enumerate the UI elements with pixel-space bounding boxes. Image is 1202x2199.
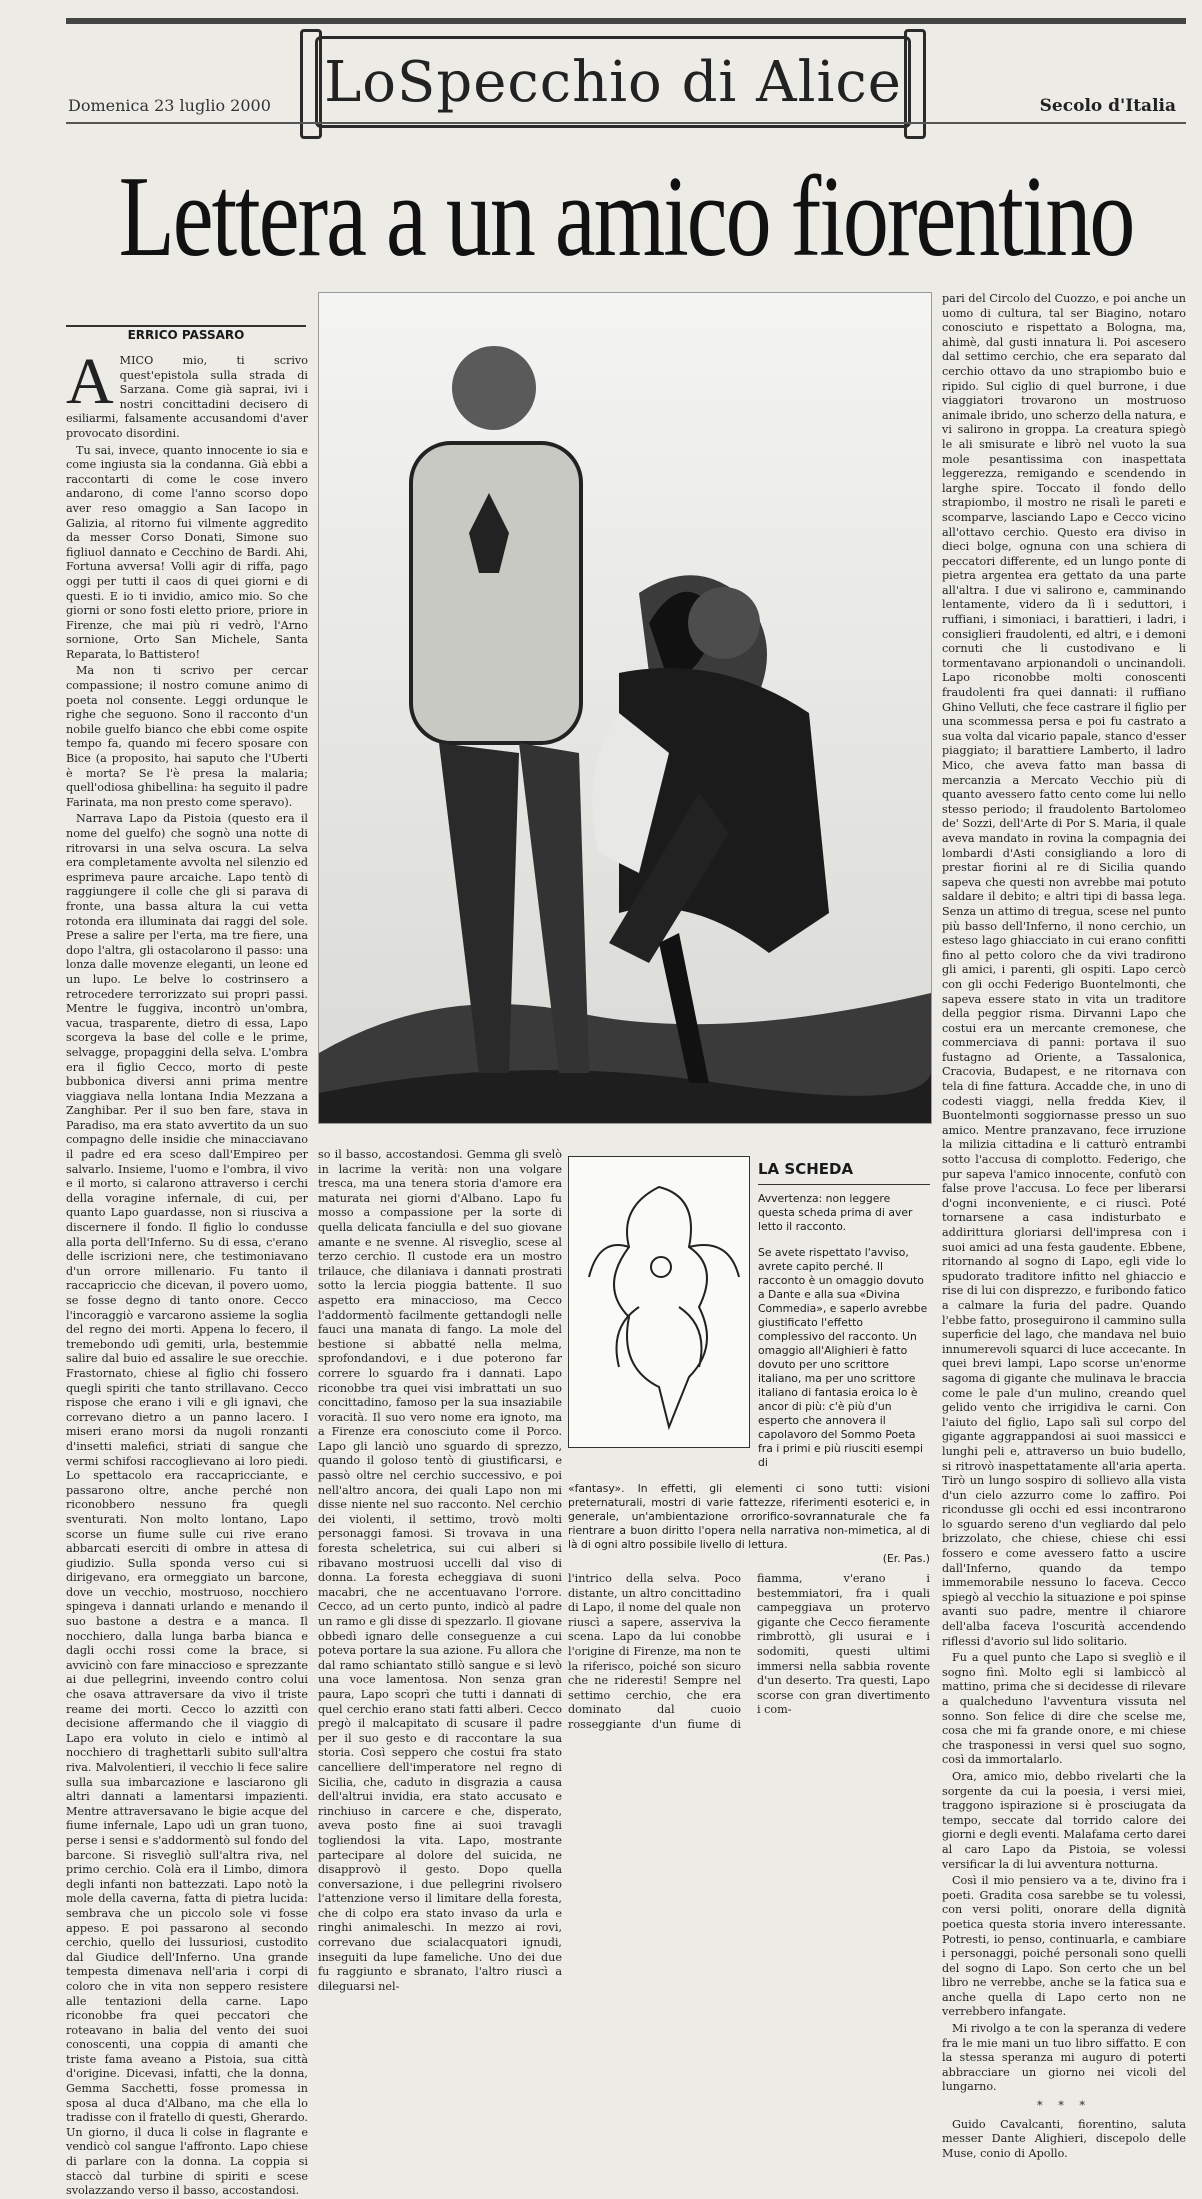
top-rule [66,18,1186,24]
paragraph: Narrava Lapo da Pistoia (questo era il nome del guelfo) che sognò una notte di ritrovarsi in una selva oscura. La selva era completamente avvolta nel silenzio ed esprimeva paure arcaiche. Lapo tentò di raggiungere il colle che gli si parava di fronte, una bassa altura la cui vetta rotonda era illuminata dai raggi del sole. Prese a salire per l'erta, ma tre fiere, una dopo l'altra, gli ostacolarono il passo: una lonza dalle movenze eleganti, un leone ed un lupo. Le belve lo costrinsero a retrocedere terrorizzato sui propri passi. Mentre le fuggiva, incontrò un'ombra, vacua, trasparente, dietro di essa, Lapo scorgeva la base del colle e le prime, selvagge, propaggini della selva. L'ombra era il figlio Cecco, morto di peste bubbonica diversi anni prima mentre viaggiava nella lontana India Mezzana a Zanghibar. Per il suo ben fare, stava in Paradiso, ma era stato avvertito da un suo compagno delle insidie che minacciavano il padre ed era sceso dall'Empireo per salvarlo. Insieme, l'uomo e l'ombra, il vivo e il morto, si calarono attraverso i cerchi della voragine infernale, di cui, per quanto Lapo guardasse, non si riusciva a discernere il fondo. Il figlio lo condusse alla porta dell'Inferno. Su di essa, c'erano delle iscrizioni nere, che testimoniavano d'un orrore millenario. Fu tanto il raccapriccio che dicevan, il povero uomo, se fosse degno di tanto onore. Cecco l'incoraggiò e varcarono assieme la soglia del regno dei morti. Appena lo fecero, il tremebondo udì gemiti, urla, bestemmie salire dal buio ed assalire le sue orecchie. Frastornato, chiese al figlio chi fossero quegli spiriti che tanto strillavano. Cecco rispose che erano i vili e gli ignavi, che correvano dietro a un panno lacero. I miseri erano morsi da nugoli ronzanti d'insetti malefici, striati di sangue che vermi schifosi raccoglievano ai loro piedi. Lo spettacolo era raccapricciante, e passarono oltre, anche perché non riconobbero nessuno fra quegli sventurati. Non molto lontano, Lapo scorse un fiume sulle cui rive erano abbarcati eserciti di ombre in attesa di giudizio. Sulla sponda verso cui si dirigevano, era ormeggiato un barcone, dove un vecchio, mostruoso, nocchiero spingeva i dannati urlando e menando il suo bastone a destra e a manca. Il nocchiero, dalla lunga barba bianca e dagli occhi rossi come la brace, si avvicinò con fare minaccioso e sprezzante ai due pellegrini, inveendo contro colui che osava attraversare da vivo il triste reame dei morti. Cecco lo azzittì con decisione affermando che il viaggio di Lapo era voluto in cielo e intimò al nocchiero di traghettarli subito sull'altra riva. Malvolentieri, il vecchio li fece salire sulla sua imbarcazione e lasciarono gli altri dannati a lamentarsi impazienti. Mentre attraversavano le bigie acque del fiume infernale, Lapo udì un gran tuono, perse i sensi e s'addormentò sul fondo del barcone. Si risvegliò sull'altra riva, nel primo cerchio. Colà era il Limbo, dimora degli infanti non battezzati. Lapo notò la mole della caverna, fatta di pietra lucida: sembrava che un piccolo sole vi fosse appeso. E poi passarono al secondo cerchio, quello dei lussuriosi, custodito dal Giudice dell'Inferno. Una grande tempesta dimenava nell'aria i corpi di coloro che in vita non seppero resistere alle tentazioni della carne. Lapo riconobbe fra quei peccatori che roteavano in balia del vento dei suoi conoscenti, una coppia di amanti che triste fama aveano a Pistoia, sua città d'origine. Dicevasi, infatti, che la donna, Gemma Sacchetti, fosse promessa in sposa al duca d'Albano, ma che ella lo tradisse con il fratello di questi, Gherardo. Un giorno, il duca li colse in flagrante e vendicò col sangue l'affronto. Lapo chiese di parlare con la donna. La coppia si staccò dal turbine di spiriti e scese svolazzando verso il basso, accostandosi. [66,812,308,2198]
letter-signature: Guido Cavalcanti, fiorentino, saluta messer Dante Alighieri, discepolo delle Muse, conio di Apollo. [942,2117,1186,2160]
paragraph: Mi rivolgo a te con la speranza di vedere fra le mie mani un tuo libro siffatto. E con la stessa speranza mi auguro di poterti abbracciare un giorno nei vicoli del lungarno. [942,2022,1186,2094]
paragraph: Fu a quel punto che Lapo si svegliò e il sogno finì. Molto egli si lambiccò al mattino, prima che si decidesse di rilevare a qualcheduno l'avventura vissuta nel sonno. Son felice di dire che scelse me, cosa che mi fa grande onore, e mi chiese che trasponessi in versi quel suo sogno, così da immortalarlo. [942,1651,1186,1767]
issue-date: Domenica 23 luglio 2000 [68,96,271,115]
author-byline: ERRICO PASSARO [127,328,245,342]
paragraph: Ma non ti scrivo per cercar compassione; il nostro comune animo di poeta nol consente. Leggi ordunque le righe che seguono. Sono il racconto d'un nobile guelfo bianco che ebbi come ospite tempo fa, quando mi fecero sposare con Bice (a proposito, hai saputo che l'Uberti è morta? Se l'è presa la malaria; quell'odiosa ghibellina: ha seguito il padre Farinata, ma non presto come speravo). [66,664,308,809]
scheda-warning: Avvertenza: non leggere questa scheda prima di aver letto il racconto. [758,1192,913,1233]
paragraph: Ora, amico mio, debbo rivelarti che la sorgente da cui la poesia, i versi miei, traggono ispirazione si è prosciugata da tempo, seccate dal torrido calore dei giorni e degli eventi. Malafama certo darei al caro Lapo da Pistoia, se volessi versificar la di lui avventura notturna. [942,1769,1186,1871]
article-column-4 [942,292,1186,2160]
demon-drawing-image [569,1157,749,1447]
article-column-3 [568,1572,930,1738]
paragraph: Tu sai, invece, quanto innocente io sia e come ingiusta sia la condanna. Già ebbi a raccontarti di come le cose invero andarono, di come l'anno scorso dopo aver reso omaggio a San Iacopo in Galizia, al ritorno fui vilmente aggredito da messer Corso Donati, Simone suo figliuol dannato e Cecchino de Bardi. Ahi, Fortuna avversa! Volli agir di riffa, pago oggi per tutti il caos di quei giorni e di questi. E io ti invidio, amico mio. So che giorni or sono fosti eletto priore, priore in Firenze, che mai più ri vedrò, l'Arno sornione, Orto San Michele, Santa Reparata, lo Battistero! [66,443,308,661]
scheda-rule [758,1184,930,1185]
paragraph: pari del Circolo del Cuozzo, e poi anche un uomo di cultura, tal ser Biagino, notaro conosciuto e rispettato a Bologna, ma, ahimè, dal gusti innatura li. Poi ascesero dal settimo cerchio, che era separato dal cerchio ottavo da uno strapiombo buio e ripido. Sul ciglio di quel burrone, i due viaggiatori trovarono un mostruoso animale ibrido, uno scherzo della natura, e vi salirono in groppa. La creatura spiegò le ali smisurate e librò nel vuoto la sua mole pesantissima con inaspettata leggerezza, remigando e scendendo in larghe spire. Toccato il fondo dello strapiombo, il mostro ne risalì le pareti e scomparve, lasciando Lapo e Cecco vicino all'ottavo cerchio. Questo era diviso in dieci bolge, ognuna con una schiera di peccatori differente, ed un lungo ponte di pietra argentea era gettato da una parte all'altra. I due vi salirono e, camminando lentamente, videro da lì i seduttori, i ruffiani, i simoniaci, i barattieri, i ladri, i consiglieri fraudolenti, ed altri, e i demoni cornuti che li custodivano e li tormentavano arpionandoli o uncinandoli. Lapo riconobbe molti conoscenti fraudolenti fra quei dannati: il ruffiano Ghino Velluti, che fece castrare il figlio per una scommessa persa e poi fu castrato a sua volta dal vicario papale, stanco d'esser piaggiato; il barattiere Lamberto, il ladro Mico, che aveva fatto man bassa di mercanzia a Mercato Vecchio più di quanto avessero fatto cento come lui nello stesso periodo; il fraudolento Bartolomeo de' Sozzi, dell'Arte di Por S. Maria, il quale aveva mandato in rovina la compagnia dei lombardi d'Asti consigliando a loro di prestar fiorini al re di Sicilia quando sapeva che questi non avrebbe mai potuto saldare il debito; e altri tipi di bassa lega. Senza un attimo di tregua, scese nel punto più basso dell'Inferno, il nono cerchio, un esteso lago ghiacciato in cui erano confitti fino al petto coloro che da vivi tradirono gli amici, i parenti, gli ospiti. Lapo cercò con gli occhi Federigo Buontelmonti, che sapeva essere stato in vita un traditore della peggior risma. Dirvanni Lapo che costui era un mercante cremonese, che commerciava di panni: portava il suo fustagno ad Oriente, a Tassalonica, Cracovia, Budapest, e ne ritornava con tela di fine fattura. Accadde che, in uno di codesti viaggi, nella fredda Kiev, il Buontelmonti soggiornasse presso un suo amico. Mentre pranzavano, fece irruzione la milizia cittadina e li catturò entrambi sotto l'accusa di complotto. Federigo, che pur sapeva l'amico innocente, confutò con false prove l'accusa. Lo fece per liberarsi d'ogni inconveniente, e ci riuscì. Poté tornarsene a casa indisturbato e addirittura gloriarsi dell'impresa con i suoi amici ad una festa gaudente. Ebbene, ritornando al sogno di Lapo, egli vide lo spudorato traditore infitto nel ghiaccio e rise di lui con disprezzo, e furibondo fatico a calmare la furia del padre. Quando l'ebbe fatto, proseguirono il cammino sulla superficie del lago, che mandava nel buio innumerevoli squarci di luce accecante. In quei brevi lampi, Lapo scorse un'enorme sagoma di gigante che mulinava le braccia come le pale d'un mulino, creando quel gelido vento che irrigidiva le carni. Con l'aiuto del figlio, Lapo salì sul corpo del gigante aggrappandosi ai suoi massicci e lunghi peli e, attraverso un buio budello, si ritrovò inaspettatamente all'aria aperta. Tirò un lungo sospiro di sollievo alla vista d'un cielo azzurro come lo zaffiro. Poi ricondusse gli occhi ed essi incontrarono lo sguardo sereno d'un vegliardo dal pelo brizzolato, che chiese, chiese chi essi fossero e come avessero fatto a uscire dall'Inferno, quando da tempo immemorabile nessuno lo faceva. Cecco spiegò al vecchio la situazione e poi spinse avanti suo padre, mentre il chiarore dell'alba faceva l'oscurità accendendo riflessi d'avorio sul lido solitario. [942,292,1186,1648]
scheda-title: LA SCHEDA [758,1160,854,1178]
article-title: Lettera a un amico fiorentino [118,152,1134,280]
paragraph: MICO mio, ti scrivo quest'epistola sulla strada di Sarzana. Come già saprai, ivi i nostri concittadini decisero di esiliarmi, falsamente accusandomi d'aver provocato disordini. [66,354,308,440]
scheda-illustration [568,1156,750,1448]
scheda-text [758,1192,930,1482]
paragraph: Così il mio pensiero va a te, divino fra i poeti. Gradita cosa sarebbe se tu volessi, con versi politi, onorare della dignità poetica questa storia invero interessante. Potresti, io penso, continuarla, e cambiare i personaggi, poiché personali sono quelli del sogno di Lapo. Son certo che un bel libro ne verrebbe, anche se la fatica sua e anche quella di Lapo certo non ne verrebbero infangate. [942,1874,1186,2019]
paragraph: so il basso, accostandosi. Gemma gli svelò in lacrime la verità: non una volgare tresca, ma una tenera storia d'amore era maturata nei giorni d'Albano. Lapo fu mosso a compassione per la sorte di quella delicata fanciulla e del suo giovane amante e ne svenne. Al risveglio, scese al terzo cerchio. Il custode era un mostro trilauce, che dilaniava i dannati prostrati sotto la lercia pioggia battente. Il suo aspetto era minaccioso, ma Cecco l'addormentò facilmente gettandogli nelle fauci una manata di fango. La mole del bestione si abbatté nella melma, sprofondandovi, e i due poterono far correre lo sguardo fra i dannati. Lapo riconobbe tra quei visi imbrattati un suo concittadino, famoso per la sua insaziabile voracità. Il suo vero nome era ignoto, ma a Firenze era conosciuto come il Porco. Lapo gli lanciò uno sguardo di sprezzo, quando il goloso tentò di giustificarsi, e passò oltre nel cerchio successivo, e poi nell'altro ancora, dei quali Lapo non mi disse niente nel suo racconto. Nel cerchio dei violenti, il settimo, trovò molti personaggi famosi. Si trovava in una foresta scheletrica, sui cui alberi si ribavano mostruosi uccelli dal viso di donna. La foresta echeggiava di suoni macabri, che ne accentuavano l'orrore. Cecco, ad un certo punto, indicò al padre un ramo e gli disse di spezzarlo. Il giovane obbedì ignaro delle conseguenze a cui poteva portare la sua azione. Fu allora che dal ramo schiantato stillò sangue e si levò una voce lamentosa. Non senza gran paura, Lapo scoprì che tutti i dannati di quel cerchio erano stati fatti alberi. Cecco pregò il malcapitato di scusare il padre per il suo gesto e di raccontare la sua storia. Così seppero che costui fra stato cancelliere dell'imperatore nel regno di Sicilia, che, caduto in disgrazia a causa dell'altrui invidia, era stato accusato e rinchiuso in carcere e che, disperato, aveva posto fine ai suoi travagli togliendosi la vita. Lapo, mostrante partecipare al dolore del suicida, ne disapprovò il gesto. Dopo quella conversazione, i due pellegrini rivolsero l'attenzione verso il limitare della foresta, che di colpo era stato invaso da urla e ringhi animaleschi. In mezzo ai rovi, correvano due scialacquatori ignudi, inseguiti da lupe fameliche. Uno dei due fu raggiunto e sbranato, l'altro riuscì a dileguarsi nel- [318,1148,562,1993]
knights-horse-image [319,293,931,1123]
header-rule [66,122,1186,124]
article-column-2 [318,1148,562,1993]
drop-cap: A [66,345,114,418]
scheda-paragraph-end: «fantasy». In effetti, gli elementi ci sono tutti: visioni preternaturali, mostri di varie fattezze, riferimenti esoterici e, in generale, un'ambientazione orrorifico-sovrannaturale che fa rientrare a buon diritto l'opera nella narrativa non-mimetica, al di là di ogni altro possibile livello di lettura. [568,1482,930,1551]
byline-rule [66,325,306,327]
scheda-paragraph: Se avete rispettato l'avviso, avrete capito perché. Il racconto è un omaggio dovuto a Dante e alla sua «Divina Commedia», e saperlo avrebbe giustificato l'effetto complessivo del racconto. Un omaggio all'Alighieri è fatto dovuto per uno scrittore italiano, ma per uno scrittore italiano di fantasia eroica lo è ancor di più: c'è più d'un esperto che annovera il capolavoro del Sommo Poeta fra i primi e più riusciti esempi di [758,1246,928,1469]
scheda-signature: (Er. Pas.) [882,1552,930,1565]
illustration-photo [318,292,932,1124]
section-stars: * * * [1037,2099,1091,2113]
masthead-text: LoSpecchio di Alice [324,49,902,115]
paragraph: l'intrico della selva. Poco distante, un altro concittadino di Lapo, il nome del quale non riuscì a sapere, asserviva la scena. Lapo da lui conobbe l'origine di Firenze, ma non te la riferisco, poiché son sicuro che ne rideresti! Sempre nel settimo cerchio, che era dominato dal cuoio rosseggiante d'un fiume di fiamma, v'erano i bestemmiatori, fra i quali campeggiava un protervo gigante che Cecco fieramente rimbrottò, gli usurai e i sodomiti, questi ultimi immersi nella sabbia rovente d'un deserto. Tra questi, Lapo scorse con gran divertimento i com- [568,1572,930,1731]
article-column-1 [66,345,308,2198]
scheda-continuation [568,1482,930,1566]
masthead-logo [315,36,911,128]
newspaper-name: Secolo d'Italia [1039,96,1176,116]
